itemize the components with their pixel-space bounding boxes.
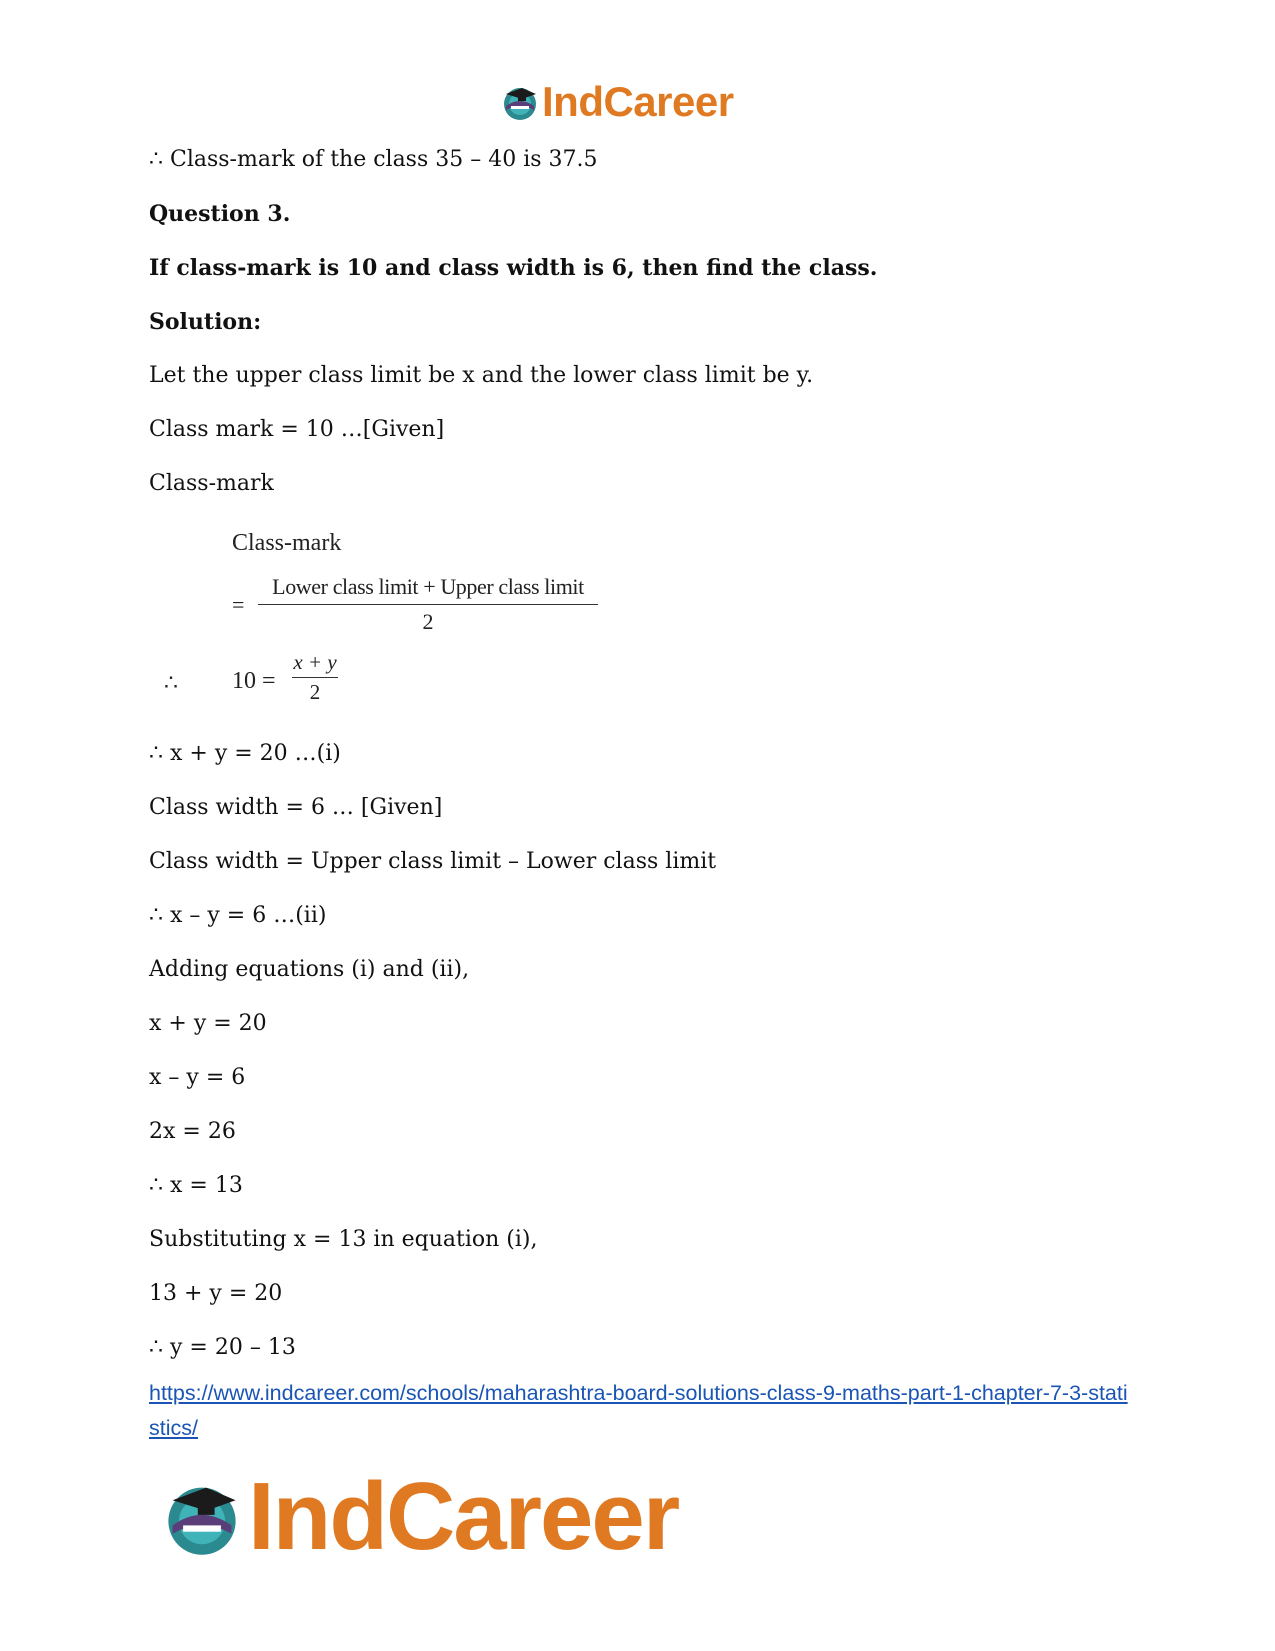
substituted-eq: 13 + y = 20 <box>149 1281 283 1306</box>
formula-lhs: 10 = <box>232 668 276 694</box>
let-statement: Let the upper class limit be x and the lower class limit be y. <box>149 363 814 388</box>
header-logo-text: IndCareer <box>542 78 734 125</box>
substituting: Substituting x = 13 in equation (i), <box>149 1227 538 1252</box>
class-mark-formula <box>152 530 612 720</box>
formula-therefore: ∴ <box>164 670 178 695</box>
formula-title: Class-mark <box>232 530 342 556</box>
class-width-given: Class width = 6 … [Given] <box>149 795 443 820</box>
question-text: If class-mark is 10 and class width is 6, then find the class. <box>149 255 878 281</box>
header-logo <box>500 78 734 126</box>
eq-i: ∴ x + y = 20 …(i) <box>149 741 341 766</box>
class-mark-given: Class mark = 10 …[Given] <box>149 417 445 442</box>
source-url-link[interactable]: https://www.indcareer.com/schools/maharashtra-board-solutions-class-9-maths-part-1-chapter-7-3-statistics/ <box>149 1381 1128 1440</box>
class-width-formula: Class width = Upper class limit – Lower class limit <box>149 849 717 874</box>
formula-equals: = <box>232 592 245 617</box>
y-step: ∴ y = 20 – 13 <box>149 1335 296 1360</box>
eq-ii: ∴ x – y = 6 …(ii) <box>149 903 327 928</box>
graduation-globe-icon <box>160 1475 244 1559</box>
adding-equations: Adding equations (i) and (ii), <box>149 957 470 982</box>
solution-heading: Solution: <box>149 309 262 335</box>
x-value: ∴ x = 13 <box>149 1173 243 1198</box>
class-mark-label: Class-mark <box>149 471 274 496</box>
formula-numerator-xy: x + y <box>292 650 338 678</box>
footer-logo-text: IndCareer <box>248 1463 679 1570</box>
sum-line-1: x + y = 20 <box>149 1011 267 1036</box>
formula-numerator: Lower class limit + Upper class limit <box>258 574 598 605</box>
formula-fraction-xy <box>292 650 338 705</box>
footer-logo <box>160 1462 678 1572</box>
formula-denominator: 2 <box>422 609 434 634</box>
class-mark-result: ∴ Class-mark of the class 35 – 40 is 37.5 <box>149 147 598 172</box>
sum-result: 2x = 26 <box>149 1119 236 1144</box>
formula-denominator-xy: 2 <box>309 680 321 704</box>
formula-fraction <box>258 574 598 635</box>
sum-line-2: x – y = 6 <box>149 1065 246 1090</box>
question-heading: Question 3. <box>149 201 291 227</box>
graduation-globe-icon <box>500 82 540 122</box>
